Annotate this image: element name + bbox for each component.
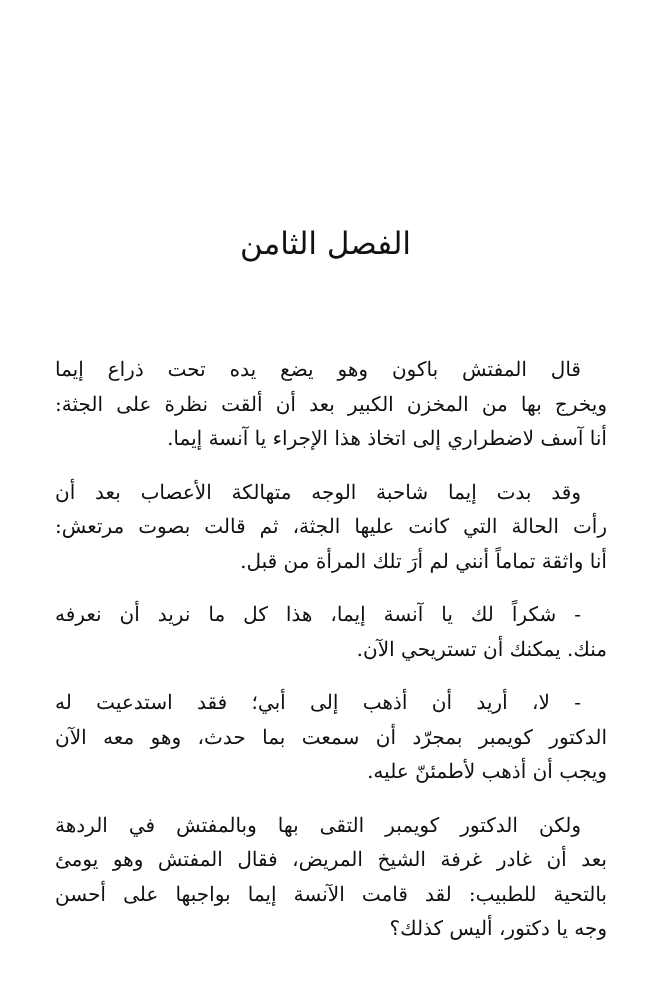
text-line: وقد بدت إيما شاحبة الوجه متهالكة الأعصاب بعد أن [55, 479, 581, 504]
paragraph [55, 352, 607, 456]
text-line: وجه يا دكتور، أليس كذلك؟ [389, 916, 607, 940]
text-line: ويخرج بها من المخزن الكبير بعد أن ألقت نظرة على الجثة: [55, 391, 607, 416]
paragraph [55, 597, 607, 666]
paragraph [55, 685, 607, 789]
chapter-body [55, 352, 607, 965]
paragraph [55, 808, 607, 946]
text-line: ويجب أن أذهب لأطمئنّ عليه. [367, 759, 607, 783]
text-line: الدكتور كويمبر بمجرّد أن سمعت بما حدث، وهو معه الآن [55, 724, 607, 749]
paragraph [55, 475, 607, 579]
text-line: منك. يمكنك أن تستريحي الآن. [356, 636, 607, 661]
text-line: أنا آسف لاضطراري إلى اتخاذ هذا الإجراء يا آنسة إيما. [167, 426, 607, 450]
text-line: بالتحية للطبيب: لقد قامت الآنسة إيما بواجبها على أحسن [55, 881, 607, 906]
text-line: قال المفتش باكون وهو يضع يده تحت ذراع إيما [55, 357, 581, 381]
text-line: ولكن الدكتور كويمبر التقى بها وبالمفتش في الردهة [55, 812, 581, 837]
text-line: بعد أن غادر غرفة الشيخ المريض، فقال المفتش وهو يومئ [55, 847, 607, 871]
text-line: رأت الحالة التي كانت عليها الجثة، ثم قالت بصوت مرتعش: [55, 514, 607, 538]
text-line: - لا، أريد أن أذهب إلى أبي؛ فقد استدعيت له [55, 690, 581, 714]
chapter-title: الفصل الثامن [239, 226, 411, 262]
text-line: أنا واثقة تماماً أنني لم أرَ تلك المرأة من قبل. [240, 548, 607, 573]
text-line: - شكراً لك يا آنسة إيما، هذا كل ما نريد أن نعرفه [55, 602, 581, 626]
